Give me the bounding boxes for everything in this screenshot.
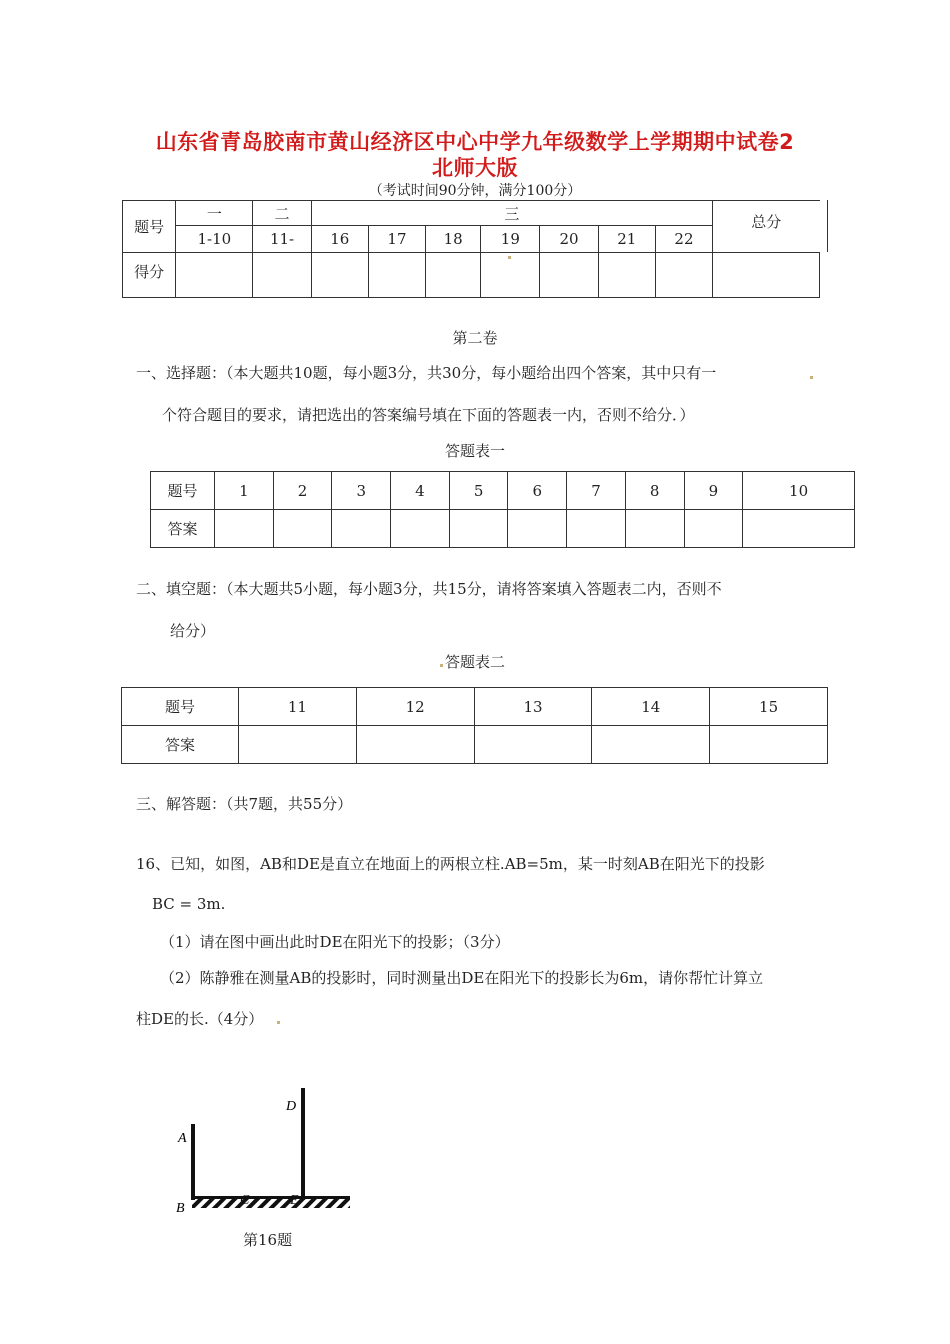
score-table-col: 16: [311, 226, 368, 253]
section3-heading: 三、解答题：（共7题，共55分）: [136, 795, 353, 813]
pole-de: [301, 1088, 305, 1200]
q16-text-line2: BC = 3m.: [152, 895, 226, 913]
label-d: D: [286, 1099, 297, 1114]
answer-table2-label-number: 题号: [122, 688, 239, 726]
answer-table1-number: 5: [449, 472, 508, 510]
answer-table1-number: 6: [508, 472, 567, 510]
answer-cell[interactable]: [474, 726, 592, 764]
score-table-col: 17: [368, 226, 425, 253]
section2-heading: 二、填空题：（本大题共5小题，每小题3分，共15分，请将答案填入答题表二内，否则不: [136, 580, 722, 598]
answer-table1-number: 4: [391, 472, 450, 510]
answer-cell[interactable]: [743, 510, 855, 548]
answer-table1-number: 3: [332, 472, 391, 510]
answer-table-2: [121, 687, 828, 764]
score-table-col: 21: [598, 226, 655, 253]
answer-cell[interactable]: [391, 510, 450, 548]
q16-figure: [170, 1080, 360, 1220]
score-table-col: 1-10: [176, 226, 253, 253]
score-table-col: 11-: [253, 226, 311, 253]
score-table-section-one: 一: [176, 201, 253, 226]
score-table-col: 20: [540, 226, 598, 253]
score-table-col: 18: [426, 226, 481, 253]
score-table-label-score: 得分: [123, 253, 176, 298]
answer-cell[interactable]: [449, 510, 508, 548]
q16-part1: （1）请在图中画出此时DE在阳光下的投影；（3分）: [160, 933, 510, 951]
page-title: 山东省青岛胶南市黄山经济区中心中学九年级数学上学期期中试卷2: [155, 130, 795, 154]
answer-cell[interactable]: [592, 726, 710, 764]
label-c: C: [240, 1193, 250, 1208]
answer-cell[interactable]: [215, 510, 274, 548]
answer-cell[interactable]: [239, 726, 357, 764]
score-table: [122, 200, 820, 298]
answer-table1-title: 答题表一: [444, 442, 505, 460]
score-table-col: 22: [655, 226, 712, 253]
answer-table1-number: 1: [215, 472, 274, 510]
answer-table2-number: 12: [356, 688, 474, 726]
answer-table1-number: 9: [684, 472, 743, 510]
answer-table1-label-number: 题号: [151, 472, 215, 510]
answer-cell[interactable]: [332, 510, 391, 548]
answer-table2-label-answer: 答案: [122, 726, 239, 764]
exam-info: （考试时间90分钟，满分100分）: [368, 183, 582, 199]
label-a: A: [178, 1131, 187, 1146]
page-title-line2: 北师大版: [432, 156, 518, 180]
answer-table1-label-answer: 答案: [151, 510, 215, 548]
section2-heading-cont: 给分）: [170, 622, 216, 640]
answer-table2-number: 15: [710, 688, 828, 726]
answer-table2-title: 答题表二: [444, 653, 505, 671]
label-b: B: [176, 1201, 185, 1216]
volume-title: 第二卷: [452, 329, 498, 347]
score-table-label-number: 题号: [123, 201, 176, 253]
answer-table1-number: 8: [625, 472, 684, 510]
figure-caption: 第16题: [243, 1231, 293, 1249]
answer-table1-number: 7: [567, 472, 626, 510]
score-table-section-three: 三: [311, 201, 712, 226]
answer-table1-number: 2: [273, 472, 332, 510]
answer-table2-number: 13: [474, 688, 592, 726]
answer-table2-number: 14: [592, 688, 710, 726]
answer-cell[interactable]: [567, 510, 626, 548]
answer-table-1: [150, 471, 855, 548]
answer-cell[interactable]: [508, 510, 567, 548]
q16-text-line1: 16、已知，如图，AB和DE是直立在地面上的两根立柱.AB=5m，某一时刻AB在阳光下的投影: [136, 855, 765, 873]
q16-part2-cont: 柱DE的长.（4分）: [136, 1010, 264, 1028]
score-table-col: 19: [481, 226, 540, 253]
label-e: E: [290, 1193, 299, 1208]
answer-table1-number: 10: [743, 472, 855, 510]
answer-table2-number: 11: [239, 688, 357, 726]
ground-hatch: [192, 1198, 350, 1208]
answer-cell[interactable]: [684, 510, 743, 548]
ground-line: [192, 1196, 350, 1199]
pole-ab: [191, 1124, 195, 1200]
q16-part2: （2）陈静雅在测量AB的投影时，同时测量出DE在阳光下的投影长为6m，请你帮忙计算立: [160, 969, 764, 987]
score-table-total: 总分: [713, 201, 820, 253]
answer-cell[interactable]: [356, 726, 474, 764]
answer-cell[interactable]: [625, 510, 684, 548]
section1-heading-cont: 个符合题目的要求，请把选出的答案编号填在下面的答题表一内，否则不给分．）: [162, 406, 695, 424]
section1-heading: 一、选择题：（本大题共10题，每小题3分，共30分，每小题给出四个答案，其中只有一: [136, 364, 717, 382]
answer-cell[interactable]: [273, 510, 332, 548]
answer-cell[interactable]: [710, 726, 828, 764]
score-table-section-two: 二: [253, 201, 311, 226]
